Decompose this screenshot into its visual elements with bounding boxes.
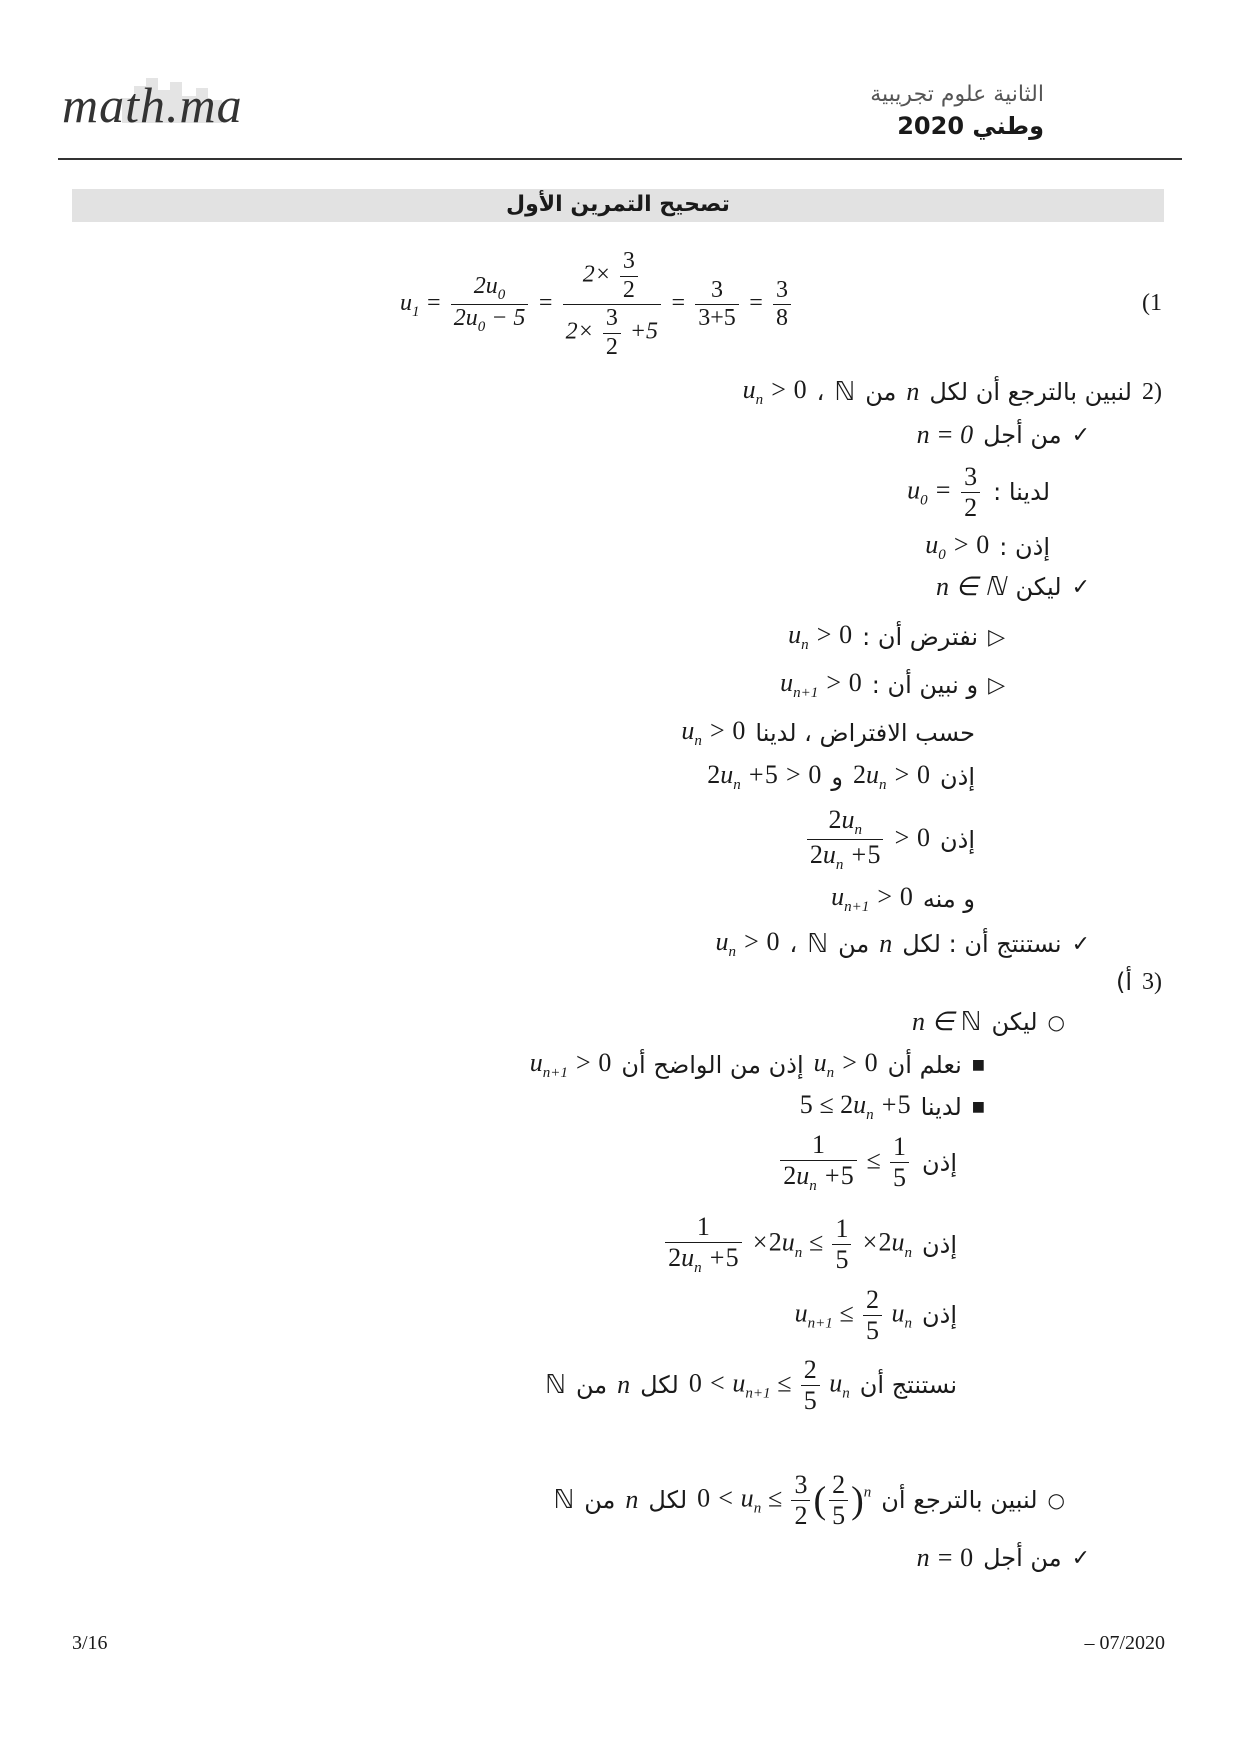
q2-target: $u_{n+1} > 0$ (780, 668, 862, 702)
q3-for-all: لكل (648, 1486, 688, 1515)
header-exam: وطني 2020 (897, 112, 1044, 140)
q3-part: أ) (1115, 968, 1132, 996)
q3-clear: إذن من الواضح أن (621, 1051, 804, 1080)
q2-pos-b: $2u_n +5 > 0$ (707, 760, 822, 794)
q2-intro-row (743, 375, 1162, 409)
q3-let-cond: n ∈ ℕ (911, 1007, 982, 1036)
q3-idhan: إذن (922, 1301, 957, 1330)
q3-step3: $u_{n+1}$ ≤ $\frac{2}{5}$ $u_n$ (794, 1285, 913, 1345)
q3-idhan: إذن (922, 1148, 957, 1177)
section-title: تصحيح التمرين الأول (506, 192, 730, 217)
q2-idhan: إذن (940, 825, 975, 854)
header-subtitle: الثانية علوم تجريبية (870, 82, 1044, 107)
q2-byhyp-expr: $u_n > 0$ (681, 716, 746, 750)
q2-suppose-row (788, 620, 1005, 654)
q2-by-hyp: حسب الافتراض ، لدينا (755, 719, 975, 748)
circle-bullet-icon: ○ (1047, 1010, 1065, 1034)
q3-know-expr: $u_n > 0$ (813, 1048, 878, 1082)
q3-N: ℕ (545, 1370, 566, 1400)
check-icon: ✓ (1071, 574, 1090, 600)
q3-step1-row (777, 1130, 957, 1195)
q2-u0-pos: $u_0 > 0$ (925, 530, 990, 564)
q3-from: من (584, 1486, 616, 1515)
q3-conclude-expr: $0 < u_{n+1}$ ≤ $\frac{2}{5}$ $u_n$ (688, 1355, 850, 1415)
q3-init-row (917, 1543, 1090, 1573)
q3-know-row (530, 1048, 985, 1082)
q3-step2-row (662, 1212, 957, 1277)
header-rule (58, 158, 1182, 160)
q2-intro: لنبين بالترجع أن لكل (929, 378, 1132, 407)
q2-n: n (906, 377, 920, 407)
square-bullet-icon: ■ (971, 1099, 985, 1116)
q2-u0-row (907, 462, 1050, 523)
q2-show-row (780, 668, 1005, 702)
q2-frac-row (804, 805, 975, 875)
q3-n: n (625, 1485, 639, 1515)
q3-for-all: لكل (640, 1371, 679, 1400)
q2-from: من (838, 930, 870, 959)
q2-then: إذن : (999, 533, 1050, 562)
logo (62, 76, 243, 134)
q2-conclude-expr: $u_n > 0$ (715, 927, 780, 961)
q1-number: (1 (1142, 290, 1162, 316)
q3-N: ℕ (553, 1485, 575, 1515)
square-bullet-icon: ■ (971, 1057, 985, 1074)
q3-from: من (575, 1371, 608, 1400)
q2-from: من (865, 378, 897, 407)
q3-conclude: نستنتج أن (859, 1371, 957, 1400)
footer-page: 3/16 (72, 1632, 108, 1654)
q3-know: نعلم أن (887, 1051, 962, 1080)
q2-hence-expr: $u_{n+1} > 0$ (831, 882, 913, 916)
q2-idhan: إذن (940, 763, 975, 792)
q3-induction: لنبين بالترجع أن (881, 1486, 1038, 1515)
q1-equation: $u_1$ = $\frac{2u_0}{2u_0 - 5}$ = 2× $\frac{3}{2}$ 2× $\frac{3}{2}$ +5 = $\frac{3}{3+5}$ = $\frac{3}{8}$ (400, 248, 794, 361)
q2-N: ℕ (807, 929, 829, 959)
q3-we-have: لدينا (920, 1093, 962, 1122)
q2-suppose: نفترض أن : (862, 623, 979, 652)
q2-u0-value: $u_0$ = $\frac{3}{2}$ (907, 462, 983, 523)
q3-step2: $\frac{1}{2u_n +5}$ $\times 2u_n$ ≤ $\frac{1}{5}$ $\times 2u_n$ (662, 1212, 912, 1277)
q2-conclude: نستنتج أن : لكل (902, 930, 1062, 959)
q3-init: من أجل (983, 1544, 1062, 1572)
q2-hence-row (831, 882, 975, 916)
check-icon: ✓ (1071, 931, 1090, 957)
q2-conclude-row (715, 927, 1090, 961)
q2-N: ℕ (834, 377, 856, 407)
q2-show: و نبين أن : (871, 671, 979, 700)
q3-have-row (800, 1090, 985, 1124)
q3-clear-expr: $u_{n+1} > 0$ (529, 1048, 612, 1082)
q2-we-have: لدينا : (993, 478, 1050, 507)
q2-number: (2 (1142, 378, 1162, 405)
q2-and: و (831, 763, 843, 792)
q3-have-expr: $5 \le 2u_n +5$ (799, 1090, 911, 1124)
q2-pos-row (707, 760, 975, 794)
q3-induction-expr: $0 < u_n$ ≤ $\frac{3}{2}$ ( $\frac{2}{5}$ )$^n$ (697, 1470, 872, 1530)
q2-hyp: $u_n > 0$ (788, 620, 853, 654)
q3-step3-row (795, 1285, 957, 1346)
check-icon: ✓ (1071, 1545, 1090, 1571)
q3-number-row (1116, 968, 1162, 996)
circle-bullet-icon: ○ (1047, 1488, 1065, 1513)
q2-let-row (936, 572, 1090, 602)
logo-text: math.ma (62, 77, 243, 133)
q2-byhyp-row (681, 716, 975, 750)
q2-comma: ، (816, 378, 825, 407)
q3-number: (3 (1142, 968, 1162, 995)
q3-let-row (912, 1007, 1065, 1037)
q3-step1: $\frac{1}{2u_n +5}$ ≤ $\frac{1}{5}$ (777, 1130, 912, 1195)
q3-induction-row (553, 1470, 1065, 1531)
q2-init-row (917, 420, 1090, 450)
q2-comma: ، (789, 930, 798, 959)
triangle-right-icon: ▷ (988, 672, 1005, 698)
q2-goal: $u_n > 0$ (742, 375, 807, 409)
q2-frac-pos: $\frac{2u_n}{2u_n +5}$ > 0 (804, 805, 930, 875)
q2-pos-a: $2u_n > 0$ (852, 760, 931, 794)
q3-n: n (617, 1370, 631, 1400)
q3-let: ليكن (991, 1008, 1038, 1036)
q3-idhan: إذن (922, 1230, 957, 1259)
q3-conclude-row (545, 1355, 957, 1416)
footer-date: – 07/2020 (1084, 1632, 1165, 1654)
q2-let: ليكن (1015, 573, 1062, 601)
triangle-right-icon: ▷ (988, 624, 1005, 650)
q2-init-label: من أجل (983, 421, 1062, 449)
q2-u0-pos-row (925, 530, 1050, 564)
q2-n: n (879, 929, 893, 959)
q2-let-cond: n ∈ ℕ (936, 572, 1006, 601)
q2-hence: و منه (922, 885, 975, 914)
q3-init-cond: n = 0 (916, 1543, 974, 1572)
check-icon: ✓ (1071, 422, 1090, 448)
q2-init-cond: n = 0 (916, 420, 974, 449)
